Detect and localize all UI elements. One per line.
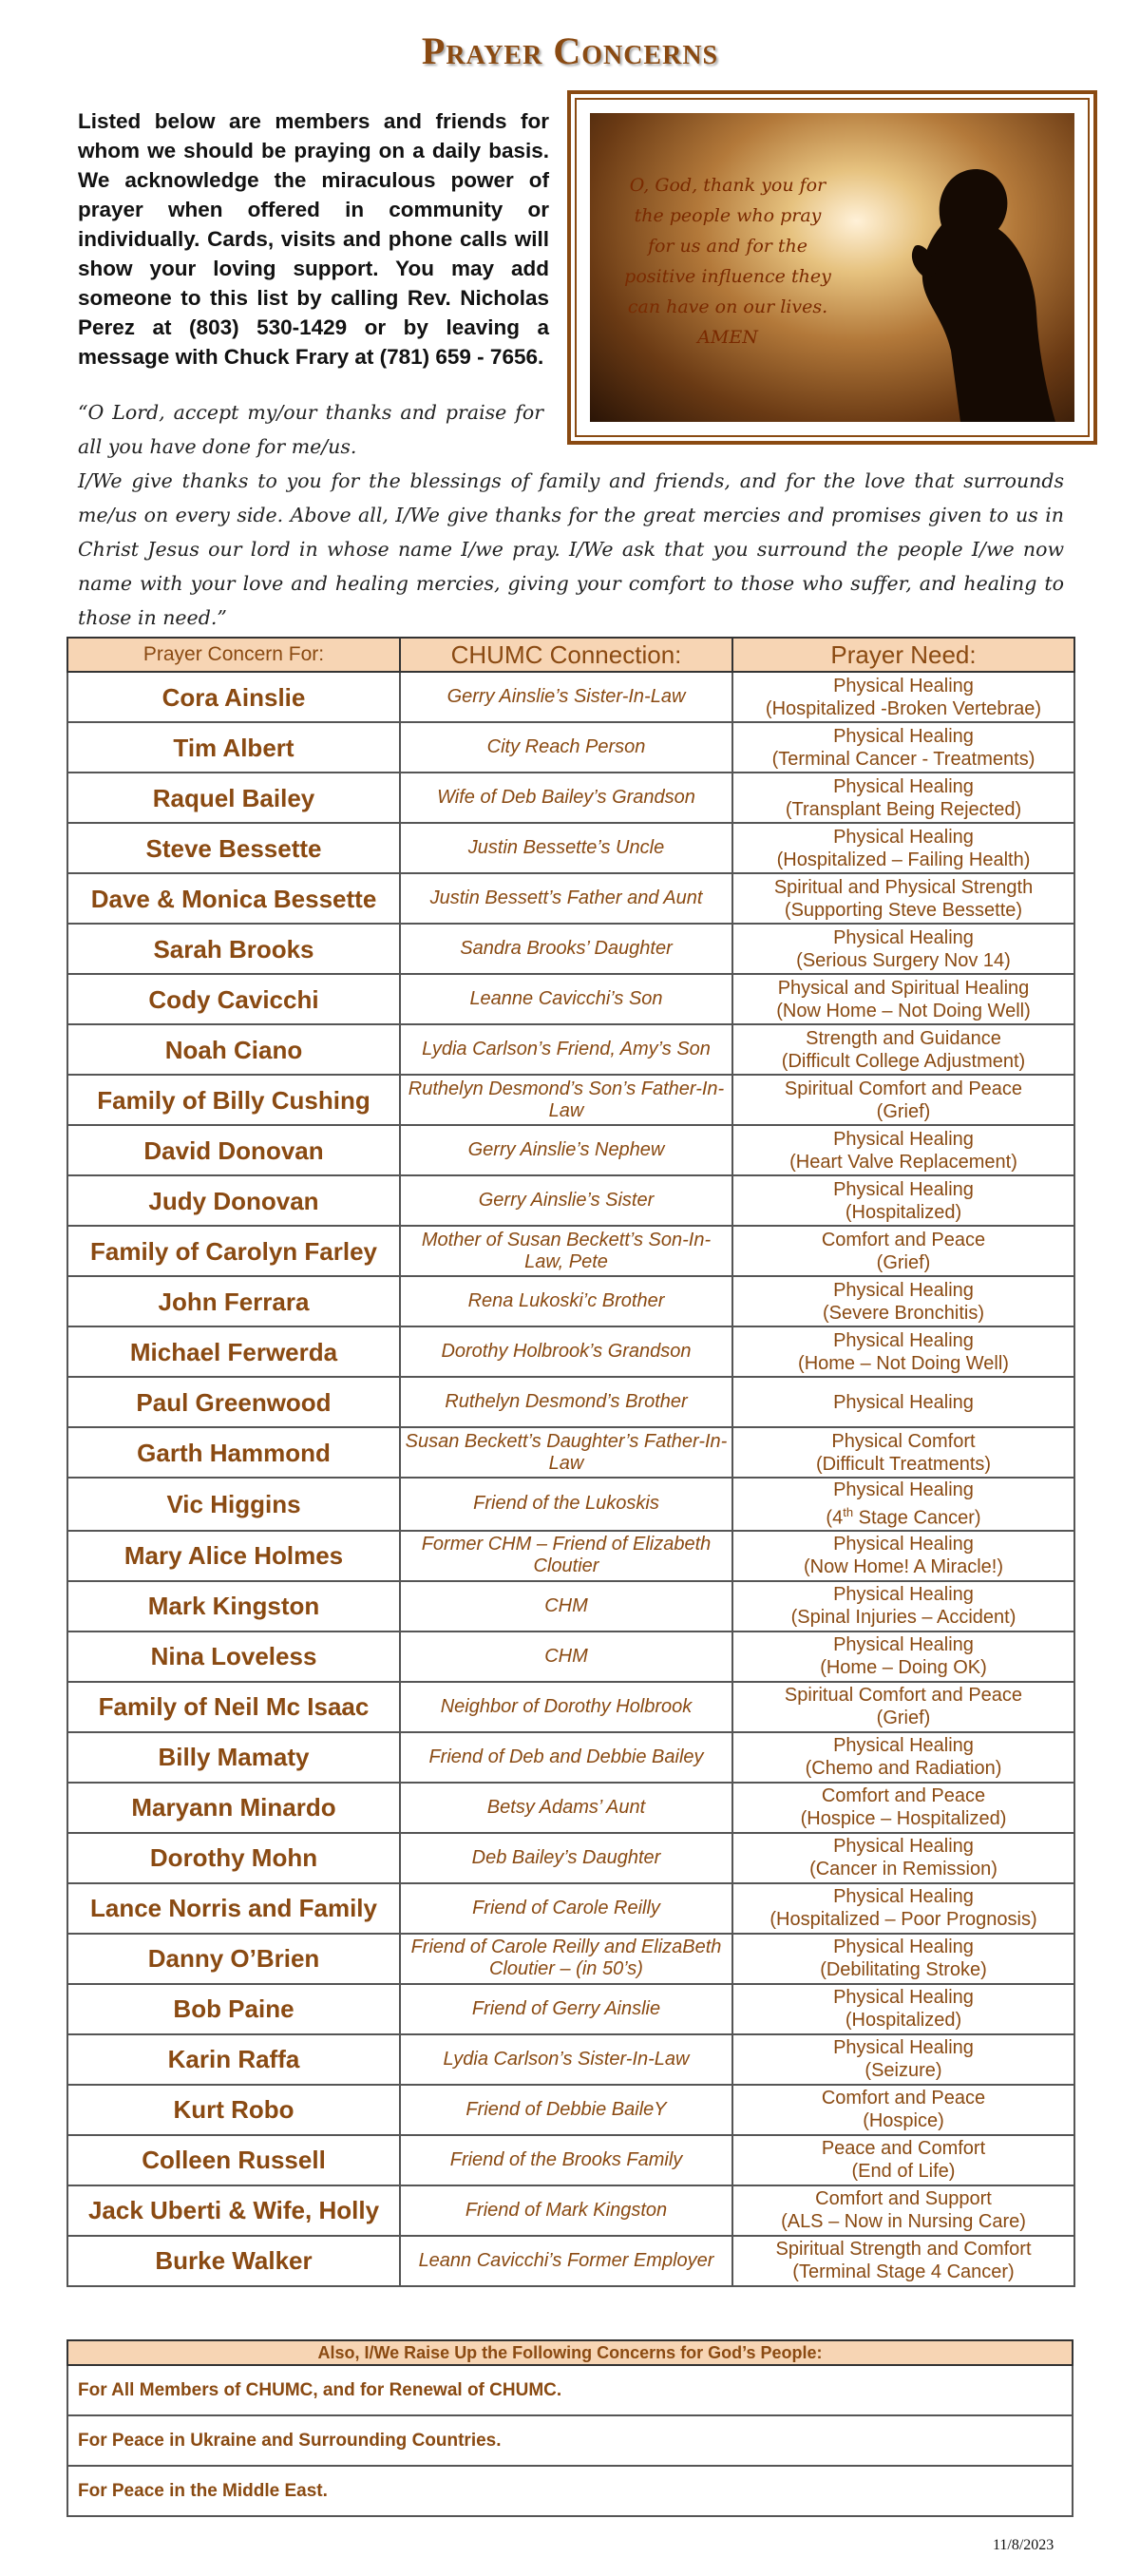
header-concern-for: Prayer Concern For:	[67, 638, 400, 672]
concern-need	[732, 1934, 1074, 1984]
concern-need	[732, 1581, 1074, 1631]
table-row	[67, 1883, 1074, 1934]
concern-connection: Justin Bessette’s Uncle	[400, 823, 732, 873]
table-row	[67, 1024, 1074, 1075]
concern-connection: Deb Bailey’s Daughter	[400, 1833, 732, 1883]
need-primary: Spiritual Comfort and Peace	[784, 1078, 1023, 1099]
concern-name: Colleen Russell	[67, 2135, 400, 2185]
table-row	[67, 2185, 1074, 2236]
need-detail: (4th Stage Cancer)	[826, 1505, 981, 1529]
need-detail: (Grief)	[876, 1251, 931, 1273]
concern-need	[732, 2135, 1074, 2185]
table-row	[67, 1226, 1074, 1276]
table-row	[67, 924, 1074, 974]
table-row	[67, 1125, 1074, 1175]
concern-need	[732, 823, 1074, 873]
concern-name: Noah Ciano	[67, 1024, 400, 1075]
concern-need	[732, 1783, 1074, 1833]
concern-name: Danny O’Brien	[67, 1934, 400, 1984]
need-detail: (Hospitalized – Poor Prognosis)	[770, 1909, 1037, 1931]
table-header-row	[67, 638, 1074, 672]
concern-name: Cora Ainslie	[67, 672, 400, 722]
opening-prayer-first-line: “O Lord, accept my/our thanks and praise for all you have done for me/us.	[78, 401, 543, 458]
need-primary: Physical Healing	[833, 2037, 974, 2059]
concern-connection: Mother of Susan Beckett’s Son-In-Law, Pete	[400, 1226, 732, 1276]
need-detail: (Severe Bronchitis)	[822, 1302, 985, 1324]
concern-need	[732, 2034, 1074, 2085]
need-primary: Comfort and Peace	[821, 1785, 986, 1807]
concern-connection: Neighbor of Dorothy Holbrook	[400, 1682, 732, 1732]
concern-name: Karin Raffa	[67, 2034, 400, 2085]
table-row	[67, 1984, 1074, 2034]
concern-name: Nina Loveless	[67, 1631, 400, 1682]
need-detail: (Cancer in Remission)	[809, 1859, 998, 1880]
concern-connection: CHM	[400, 1581, 732, 1631]
header-prayer-need: Prayer Need:	[732, 638, 1074, 672]
need-primary: Comfort and Support	[815, 2188, 992, 2210]
need-primary: Physical Healing	[833, 775, 974, 797]
need-primary: Physical Healing	[833, 826, 974, 848]
concern-connection: Friend of Deb and Debbie Bailey	[400, 1732, 732, 1783]
general-concerns-table	[66, 2339, 1074, 2517]
concern-name: Sarah Brooks	[67, 924, 400, 974]
need-primary: Physical Healing	[833, 1836, 974, 1858]
need-primary: Physical Healing	[833, 725, 974, 747]
table-row	[67, 2236, 1074, 2286]
concern-connection: Friend of Carole Reilly	[400, 1883, 732, 1934]
need-detail: (Debilitating Stroke)	[820, 1959, 987, 1981]
concern-name: Michael Ferwerda	[67, 1326, 400, 1377]
need-primary: Comfort and Peace	[821, 2088, 986, 2109]
concern-connection: Friend of the Brooks Family	[400, 2135, 732, 2185]
need-primary: Peace and Comfort	[821, 2138, 986, 2160]
concern-need	[732, 1732, 1074, 1783]
concern-need	[732, 672, 1074, 722]
table-row	[67, 1934, 1074, 1984]
concern-name: Family of Billy Cushing	[67, 1075, 400, 1125]
need-primary: Physical Healing	[833, 1534, 974, 1555]
need-detail: (End of Life)	[851, 2161, 956, 2183]
concern-name: Garth Hammond	[67, 1427, 400, 1478]
concern-connection: Leann Cavicchi’s Former Employer	[400, 2236, 732, 2286]
concern-need	[732, 1024, 1074, 1075]
concern-need	[732, 873, 1074, 924]
general-concern-item: For All Members of CHUMC, and for Renewal of CHUMC.	[67, 2365, 1073, 2415]
need-detail: (Transplant Being Rejected)	[785, 798, 1022, 820]
concern-need	[732, 2185, 1074, 2236]
table-row	[67, 2034, 1074, 2085]
table-row	[67, 1276, 1074, 1326]
need-primary: Physical Comfort	[831, 1430, 976, 1452]
need-detail: (Supporting Steve Bessette)	[784, 899, 1023, 921]
concern-need	[732, 1075, 1074, 1125]
table-row	[67, 1377, 1074, 1427]
table-row	[67, 2085, 1074, 2135]
concern-need	[732, 1125, 1074, 1175]
concern-connection: City Reach Person	[400, 722, 732, 773]
need-primary: Physical Healing	[833, 1584, 974, 1606]
table-row	[67, 1478, 1074, 1531]
concern-connection: Gerry Ainslie’s Sister-In-Law	[400, 672, 732, 722]
need-primary: Physical Healing	[833, 1987, 974, 2009]
concern-name: Dorothy Mohn	[67, 1833, 400, 1883]
concern-name: Mary Alice Holmes	[67, 1531, 400, 1581]
concern-connection: Lydia Carlson’s Sister-In-Law	[400, 2034, 732, 2085]
concern-need	[732, 722, 1074, 773]
image-caption: O, God, thank you for the people who pray for us and for the positive influence they can have on our lives. AMEN	[624, 175, 831, 348]
need-primary: Physical Healing	[833, 1128, 974, 1150]
concern-name: Billy Mamaty	[67, 1732, 400, 1783]
need-detail: (Now Home – Not Doing Well)	[776, 1000, 1031, 1021]
table-row	[67, 2135, 1074, 2185]
need-detail: (Spinal Injuries – Accident)	[790, 1607, 1016, 1629]
need-primary: Physical Healing	[833, 1178, 974, 1200]
table-row	[67, 823, 1074, 873]
table-row	[67, 873, 1074, 924]
need-detail: (Home – Doing OK)	[820, 1657, 987, 1679]
concern-name: Paul Greenwood	[67, 1377, 400, 1427]
concern-need	[732, 1833, 1074, 1883]
concern-name: Judy Donovan	[67, 1175, 400, 1226]
need-primary: Physical Healing	[833, 1634, 974, 1656]
need-detail: (Terminal Cancer - Treatments)	[771, 748, 1036, 770]
need-detail: (Seizure)	[864, 2060, 942, 2082]
need-primary: Spiritual Comfort and Peace	[784, 1685, 1023, 1707]
prayer-image-frame	[567, 90, 1097, 445]
table-row	[67, 722, 1074, 773]
need-primary: Comfort and Peace	[821, 1229, 986, 1250]
concern-name: John Ferrara	[67, 1276, 400, 1326]
page-title: Prayer Concerns	[421, 29, 719, 72]
concern-connection: Friend of Mark Kingston	[400, 2185, 732, 2236]
need-primary: Physical Healing	[833, 1735, 974, 1757]
general-concern-item: For Peace in Ukraine and Surrounding Countries.	[67, 2415, 1073, 2466]
concern-need	[732, 974, 1074, 1024]
table-row	[67, 1833, 1074, 1883]
table-row	[67, 974, 1074, 1024]
need-primary: Physical Healing	[833, 1391, 974, 1413]
table-row	[67, 1581, 1074, 1631]
bulletin-date: 11/8/2023	[993, 2537, 1054, 2553]
concern-connection: Ruthelyn Desmond’s Son’s Father-In-Law	[400, 1075, 732, 1125]
table-row	[67, 1075, 1074, 1125]
concern-name: Tim Albert	[67, 722, 400, 773]
need-detail: (Hospitalized -Broken Vertebrae)	[765, 697, 1042, 719]
concern-name: Raquel Bailey	[67, 773, 400, 823]
concern-need	[732, 1427, 1074, 1478]
concern-name: Bob Paine	[67, 1984, 400, 2034]
concern-name: Cody Cavicchi	[67, 974, 400, 1024]
concern-need	[732, 1175, 1074, 1226]
concern-need	[732, 1531, 1074, 1581]
concern-need	[732, 1478, 1074, 1531]
table-row	[67, 1682, 1074, 1732]
concern-connection: Lydia Carlson’s Friend, Amy’s Son	[400, 1024, 732, 1075]
concern-name: Jack Uberti & Wife, Holly	[67, 2185, 400, 2236]
concern-name: Lance Norris and Family	[67, 1883, 400, 1934]
need-primary: Physical Healing	[833, 1279, 974, 1301]
need-detail: (Difficult Treatments)	[815, 1453, 992, 1475]
table-row	[67, 1783, 1074, 1833]
concern-need	[732, 2085, 1074, 2135]
need-detail: (Hospice)	[863, 2110, 944, 2132]
concern-connection: Betsy Adams’ Aunt	[400, 1783, 732, 1833]
intro-paragraph: Listed below are members and friends for whom we should be praying on a daily basis. We acknowledge the miraculous power of prayer when offered in community or individually. Cards, visits and phone calls will show your loving support. You may add someone to this list by calling Rev. Nicholas Perez at (803) 530-1429 or by leaving a message with Chuck Frary at (781) 659 - 7656.	[78, 109, 549, 369]
concern-connection: Friend of Carole Reilly and ElizaBeth Cloutier – (in 50’s)	[400, 1934, 732, 1984]
need-detail: (Serious Surgery Nov 14)	[796, 949, 1011, 971]
need-primary: Strength and Guidance	[806, 1027, 1001, 1049]
need-detail: (Hospitalized)	[845, 2010, 962, 2032]
concern-name: Steve Bessette	[67, 823, 400, 873]
need-detail: (Grief)	[876, 1708, 931, 1729]
table-row	[67, 773, 1074, 823]
table-row	[67, 1326, 1074, 1377]
table-row	[67, 1732, 1074, 1783]
need-detail: (Hospitalized)	[845, 1201, 962, 1223]
concern-connection: Dorothy Holbrook’s Grandson	[400, 1326, 732, 1377]
concern-need	[732, 1326, 1074, 1377]
concern-need	[732, 1883, 1074, 1934]
concern-connection: Gerry Ainslie’s Sister	[400, 1175, 732, 1226]
concern-connection: Gerry Ainslie’s Nephew	[400, 1125, 732, 1175]
praying-silhouette-image	[590, 113, 1074, 422]
concern-connection: Friend of Gerry Ainslie	[400, 1984, 732, 2034]
opening-prayer-body: I/We give thanks to you for the blessings of family and friends, and for the love that surrounds me/us on every side. Above all, I/We give thanks for the great mercies and promises given to us in Christ Jesus our lord in whose name I/we pray. I/We ask that you surround the people I/we now name with your love and healing mercies, giving your comfort to those who suffer, and healing to those in need.”	[78, 469, 1064, 629]
concern-connection: Friend of Debbie BaileY	[400, 2085, 732, 2135]
need-detail: (Terminal Stage 4 Cancer)	[792, 2261, 1015, 2283]
concern-name: Kurt Robo	[67, 2085, 400, 2135]
table-row	[67, 1531, 1074, 1581]
concern-name: Maryann Minardo	[67, 1783, 400, 1833]
need-primary: Physical Healing	[833, 1479, 974, 1500]
concern-need	[732, 1226, 1074, 1276]
concern-connection: Justin Bessett’s Father and Aunt	[400, 873, 732, 924]
general-concern-item: For Peace in the Middle East.	[67, 2466, 1073, 2516]
concern-name: Burke Walker	[67, 2236, 400, 2286]
concern-need	[732, 1377, 1074, 1427]
concern-need	[732, 1276, 1074, 1326]
need-detail: (Now Home! A Miracle!)	[803, 1556, 1004, 1578]
concern-need	[732, 773, 1074, 823]
concern-connection: Wife of Deb Bailey’s Grandson	[400, 773, 732, 823]
concern-name: Family of Neil Mc Isaac	[67, 1682, 400, 1732]
table-row	[67, 1175, 1074, 1226]
general-concerns-header: Also, I/We Raise Up the Following Concerns for God’s People:	[67, 2340, 1073, 2365]
need-primary: Physical Healing	[833, 1937, 974, 1958]
concern-need	[732, 1631, 1074, 1682]
concern-need	[732, 1984, 1074, 2034]
concern-name: Dave & Monica Bessette	[67, 873, 400, 924]
need-detail: (Home – Not Doing Well)	[798, 1352, 1009, 1374]
concern-name: Mark Kingston	[67, 1581, 400, 1631]
table-row	[67, 1631, 1074, 1682]
concern-connection: Susan Beckett’s Daughter’s Father-In-Law	[400, 1427, 732, 1478]
header-connection: CHUMC Connection:	[400, 638, 732, 672]
concern-need	[732, 924, 1074, 974]
concern-connection: Ruthelyn Desmond’s Brother	[400, 1377, 732, 1427]
need-detail: (Hospice – Hospitalized)	[800, 1808, 1007, 1830]
need-detail: (Heart Valve Replacement)	[789, 1151, 1017, 1173]
concern-name: Vic Higgins	[67, 1478, 400, 1531]
prayer-concerns-table	[66, 637, 1075, 2287]
opening-prayer	[78, 395, 1064, 635]
table-row	[67, 1427, 1074, 1478]
concern-name: David Donovan	[67, 1125, 400, 1175]
need-primary: Spiritual Strength and Comfort	[775, 2239, 1032, 2261]
concern-connection: Former CHM – Friend of Elizabeth Cloutier	[400, 1531, 732, 1581]
concern-need	[732, 1682, 1074, 1732]
need-detail: (ALS – Now in Nursing Care)	[781, 2211, 1026, 2233]
concern-need	[732, 2236, 1074, 2286]
need-detail: (Grief)	[876, 1100, 931, 1122]
need-detail: (Chemo and Radiation)	[805, 1758, 1002, 1780]
concern-connection: CHM	[400, 1631, 732, 1682]
concern-connection: Friend of the Lukoskis	[400, 1478, 732, 1531]
need-primary: Physical and Spiritual Healing	[777, 977, 1030, 999]
table-row	[67, 672, 1074, 722]
need-primary: Physical Healing	[833, 1886, 974, 1908]
need-detail: (Difficult College Adjustment)	[781, 1050, 1026, 1072]
need-primary: Spiritual and Physical Strength	[773, 876, 1034, 898]
concern-name: Family of Carolyn Farley	[67, 1226, 400, 1276]
need-primary: Physical Healing	[833, 1329, 974, 1351]
concern-connection: Rena Lukoski’c Brother	[400, 1276, 732, 1326]
need-primary: Physical Healing	[833, 675, 974, 696]
concern-connection: Sandra Brooks’ Daughter	[400, 924, 732, 974]
need-primary: Physical Healing	[833, 926, 974, 948]
concern-connection: Leanne Cavicchi’s Son	[400, 974, 732, 1024]
need-detail: (Hospitalized – Failing Health)	[776, 849, 1031, 870]
